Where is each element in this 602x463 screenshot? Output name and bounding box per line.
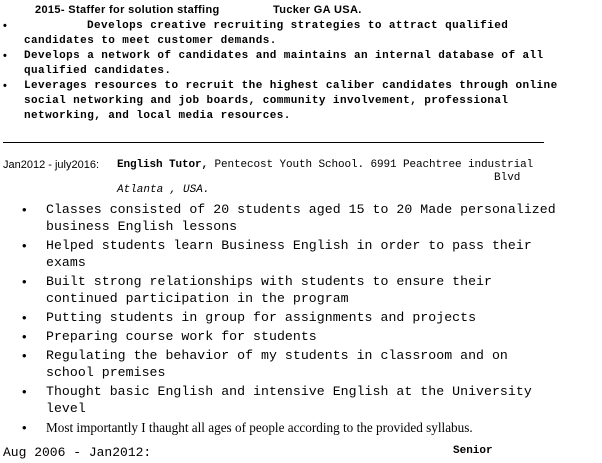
- job-header-tutor: [117, 159, 533, 171]
- list-item-text: Thought basic English and intensive English at the University level: [46, 384, 532, 416]
- bullet-icon: •: [22, 202, 27, 217]
- list-item: [0, 419, 560, 436]
- list-item-text: Built strong relationships with students to ensure their continued participation in the program: [46, 274, 492, 306]
- bullet-icon: •: [22, 420, 27, 435]
- job-city-tutor: Atlanta , USA.: [117, 184, 210, 196]
- job-dates-tutor: Jan2012 - july2016:: [3, 159, 100, 171]
- job-title-tutor: English Tutor,: [117, 159, 209, 171]
- list-item: [0, 49, 560, 79]
- section-divider: [3, 142, 544, 143]
- list-item: [0, 383, 560, 417]
- list-item-text: Classes consisted of 20 students aged 15 to 20 Made personalized business English lessons: [46, 202, 556, 234]
- list-item: [0, 237, 560, 271]
- bullet-icon: •: [22, 329, 27, 344]
- list-item-text: Putting students in group for assignments and projects: [46, 310, 477, 325]
- job-employer-continued: Blvd: [494, 172, 521, 184]
- bullet-icon: •: [22, 348, 27, 363]
- bullet-icon: •: [3, 50, 8, 62]
- job-header-staffer: [35, 4, 362, 16]
- job-employer-tutor: Pentecost Youth School. 6991 Peachtree industrial: [208, 159, 534, 171]
- bullet-icon: •: [3, 20, 8, 32]
- bullet-icon: •: [3, 80, 8, 92]
- job-location-staffer: Tucker GA USA.: [273, 4, 362, 16]
- list-item: [0, 79, 560, 124]
- list-item-text: Helped students learn Business English in order to pass their exams: [46, 238, 532, 270]
- list-item-text: Leverages resources to recruit the highest caliber candidates through online social networking and job boards, community involvement, professional networking, and local media resources.: [24, 80, 558, 122]
- list-item: [0, 273, 560, 307]
- job-title-staffer: 2015- Staffer for solution staffing: [35, 4, 220, 16]
- list-item: [0, 309, 560, 326]
- list-item: [0, 19, 560, 49]
- staffer-duties-list: [0, 19, 560, 124]
- bullet-icon: •: [22, 384, 27, 399]
- list-item-text: Most importantly I thaught all ages of people according to the provided syllabus.: [46, 420, 473, 435]
- list-item-text: Regulating the behavior of my students in classroom and on school premises: [46, 348, 508, 380]
- list-item: [0, 328, 560, 345]
- list-item: [0, 201, 560, 235]
- job-dates-next: Aug 2006 - Jan2012:: [3, 445, 152, 460]
- job-title-next: Senior: [453, 445, 493, 457]
- list-item: [0, 347, 560, 381]
- bullet-icon: •: [22, 238, 27, 253]
- tutor-duties-list: [0, 201, 560, 438]
- list-item-text: Develops creative recruiting strategies to attract qualified candidates to meet customer demands.: [24, 20, 509, 47]
- list-item-text: Develops a network of candidates and maintains an internal database of all qualified candidates.: [24, 50, 544, 77]
- list-item-text: Preparing course work for students: [46, 329, 317, 344]
- bullet-icon: •: [22, 274, 27, 289]
- bullet-icon: •: [22, 310, 27, 325]
